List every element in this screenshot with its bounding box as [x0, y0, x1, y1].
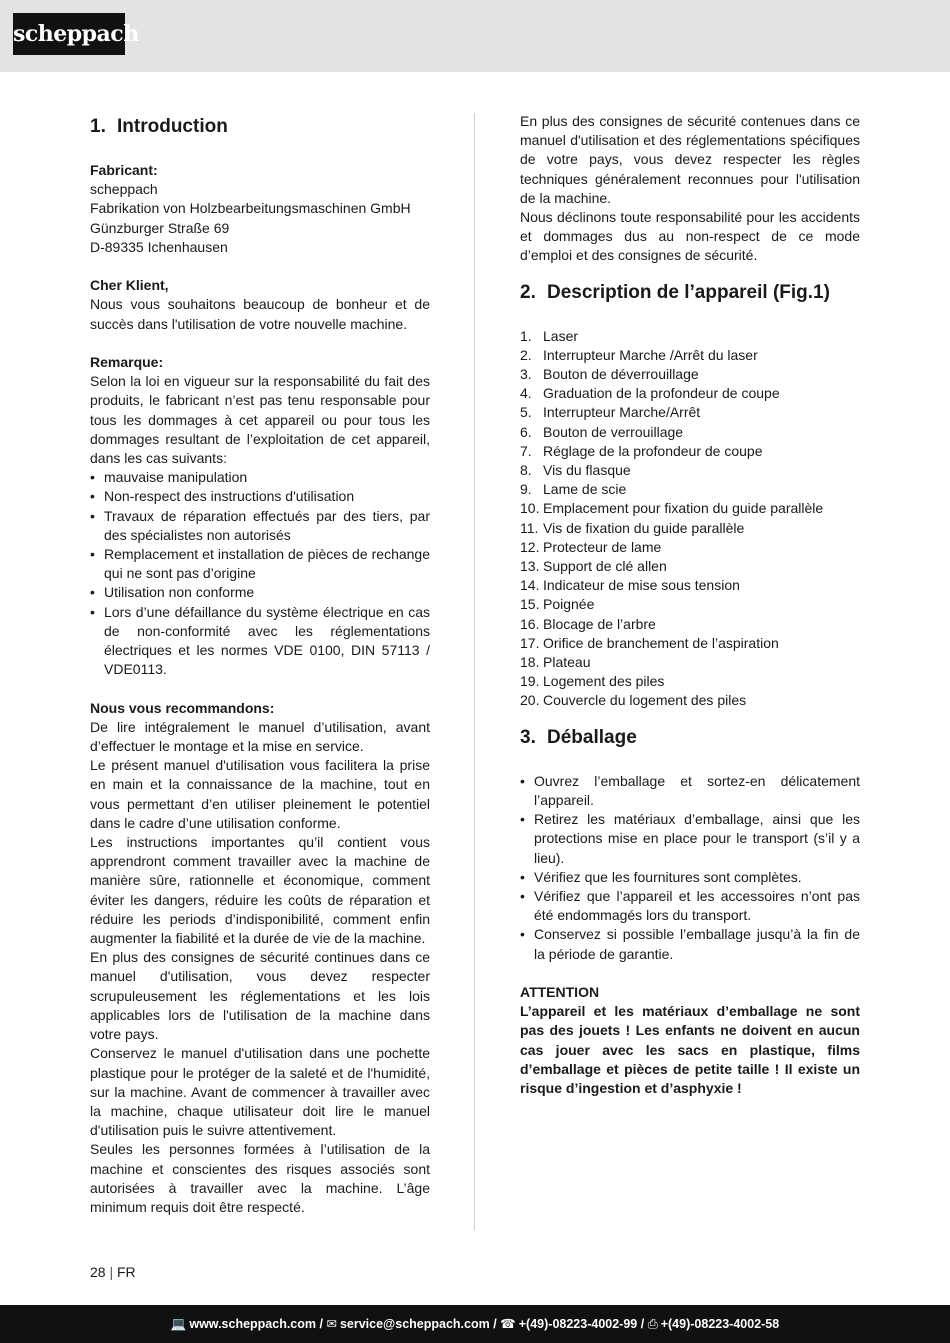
remarque-bullet-list	[90, 468, 430, 679]
scheppach-logo: scheppach	[13, 13, 125, 55]
remarque-text: Selon la loi en vigueur sur la responsabilité du fait des produits, le fabricant n’est pas tenu responsable pour tous les dommages à cet appareil ou pour tous les dommages resultant de l’exploitation de cet appareil, dans les cas suivants:	[90, 373, 430, 467]
computer-icon: 💻	[170, 1317, 187, 1331]
list-item: 3. Bouton de déverrouillage	[520, 366, 699, 383]
list-item: 14. Indicateur de mise sous tension	[520, 577, 740, 594]
attention-title: ATTENTION	[520, 983, 600, 1000]
list-item: • Ouvrez l’emballage et sortez-en délicatement l’appareil.	[520, 772, 860, 810]
list-item: 6. Bouton de verrouillage	[520, 423, 684, 440]
list-item: • Vérifiez que les fournitures sont complètes.	[520, 868, 860, 887]
paragraph: Les instructions importantes qu’il contient vous apprendront comment travailler avec la machine de manière sûre, rationnelle et économique, comment éviter les dangers, réduire les coûts de réparation et réduire les periods d’indisponibilité, comment enfin augmenter la fiabilité et la durée de vie de la machine.	[90, 834, 430, 947]
page-number: 28 | FR	[90, 1264, 136, 1280]
fabricant-label: Fabricant:	[90, 162, 158, 178]
recommandons-label: Nous vous recommandons:	[90, 699, 275, 716]
list-item: 18. Plateau	[520, 654, 591, 671]
fax-number: +(49)-08223-4002-58	[660, 1317, 780, 1331]
phone-icon: ☎	[500, 1317, 516, 1331]
paragraph: Conservez le manuel d'utilisation dans une pochette plastique pour le protéger de la saleté et de l'humidité, sur la machine. Avant de commencer à travailler avec la machine, chaque utilisateur doit lire le manuel d'utilisation puis le suivre attentivement.	[90, 1045, 430, 1139]
list-item: • Conservez si possible l’emballage jusqu’à la fin de la période de garantie.	[520, 925, 860, 963]
list-item: 5. Interrupteur Marche/Arrêt	[520, 404, 701, 421]
footer-bar: 💻 www.scheppach.com / ✉ service@scheppach.com / ☎ +(49)-08223-4002-99 / ⎙ +(49)-08223-4002-58	[0, 1305, 950, 1343]
list-item: 7. Réglage de la profondeur de coupe	[520, 442, 763, 459]
cher-klient-label: Cher Klient,	[90, 277, 169, 294]
list-item: 1. Laser	[520, 327, 579, 344]
section-title-deballage: 3. Déballage	[520, 726, 637, 748]
fabricant-line: Fabrikation von Holzbearbeitungsmaschinen GmbH	[90, 200, 411, 217]
mail-icon: ✉	[326, 1317, 337, 1331]
deballage-bullet-list	[520, 772, 860, 964]
list-item: 2. Interrupteur Marche /Arrêt du laser	[520, 346, 758, 363]
header-band	[0, 0, 950, 72]
remarque-label: Remarque:	[90, 354, 164, 370]
list-item: 12. Protecteur de lame	[520, 538, 662, 555]
column-divider	[474, 113, 475, 1230]
website-link[interactable]: www.scheppach.com	[189, 1317, 317, 1331]
fabricant-line: scheppach	[90, 181, 158, 198]
paragraph: En plus des consignes de sécurité continues dans ce manuel d'utilisation, vous devez respecter scrupuleusement les réglementations et les lois applicables lors de l'utilisation de la machine dans votre pays.	[90, 949, 430, 1043]
section-title-description: 2. Description de l’appareil (Fig.1)	[520, 281, 830, 303]
right-column	[520, 112, 860, 1098]
list-item: 20. Couvercle du logement des piles	[520, 692, 747, 709]
email-link[interactable]: service@scheppach.com	[339, 1317, 490, 1331]
list-item: • mauvaise manipulation	[90, 468, 430, 487]
parts-list	[520, 327, 860, 711]
list-item: • Lors d’une défaillance du système électrique en cas de non-conformité avec les réglementations électriques et les normes VDE 0100, DIN 57113 / VDE0113.	[90, 603, 430, 680]
phone-number: +(49)-08223-4002-99	[518, 1317, 638, 1331]
paragraph: Nous déclinons toute responsabilité pour les accidents et dommages dus au non-respect de ce mode d’emploi et des consignes de sécurité.	[520, 209, 860, 264]
list-item: 13. Support de clé allen	[520, 558, 667, 575]
list-item: • Vérifiez que l’appareil et les accessoires n’ont pas été endommagés lors du transport.	[520, 887, 860, 925]
list-item: • Non-respect des instructions d'utilisation	[90, 487, 430, 506]
fabricant-line: Günzburger Straße 69	[90, 219, 230, 236]
list-item: 10. Emplacement pour fixation du guide parallèle	[520, 500, 824, 517]
list-item: 17. Orifice de branchement de l’aspiration	[520, 634, 779, 651]
paragraph: Seules les personnes formées à l’utilisation de la machine et conscientes des risques associés sont autorisées à travailler avec la machine. L’âge minimum requis doit être respecté.	[90, 1141, 430, 1215]
list-item: 19. Logement des piles	[520, 673, 665, 690]
list-item: 11. Vis de fixation du guide parallèle	[520, 519, 745, 536]
paragraph: De lire intégralement le manuel d’utilisation, avant d’effectuer le montage et la mise en service.	[90, 718, 430, 755]
paragraph: En plus des consignes de sécurité contenues dans ce manuel d'utilisation et des réglementations spécifiques de votre pays, vous devez respecter les règles techniques généralement reconnues pour l'utilisation de la machine.	[520, 113, 860, 206]
list-item: • Travaux de réparation effectués par des tiers, par des spécialistes non autorisés	[90, 507, 430, 545]
fabricant-line: D-89335 Ichenhausen	[90, 238, 228, 255]
list-item: 8. Vis du flasque	[520, 462, 631, 479]
left-column	[90, 112, 430, 1217]
list-item: • Remplacement et installation de pièces de rechange qui ne sont pas d’origine	[90, 545, 430, 583]
list-item: 9. Lame de scie	[520, 481, 627, 498]
list-item: • Retirez les matériaux d’emballage, ainsi que les protections mise en place pour le transport (s’il y a lieu).	[520, 810, 860, 868]
section-title-introduction: 1. Introduction	[90, 116, 228, 137]
paragraph: Le présent manuel d'utilisation vous facilitera la prise en main et la connaissance de la machine, tout en vous permettant d’en utiliser pleinement le potentiel dans le cadre d’une utilisation conforme.	[90, 757, 430, 831]
cher-klient-text: Nous vous souhaitons beaucoup de bonheur et de succès dans l'utilisation de votre nouvelle machine.	[90, 296, 430, 332]
list-item: 15. Poignée	[520, 596, 595, 613]
attention-text: L’appareil et les matériaux d’emballage ne sont pas des jouets ! Les enfants ne doivent en aucun cas jouer avec les sacs en plastique, films d’emballage et pièces de petite taille ! Il existe un risque d’ingestion et d’asphyxie !	[520, 1003, 860, 1096]
list-item: • Utilisation non conforme	[90, 583, 430, 602]
fax-icon: ⎙	[647, 1317, 658, 1331]
list-item: 4. Graduation de la profondeur de coupe	[520, 385, 780, 402]
list-item: 16. Blocage de l’arbre	[520, 615, 656, 632]
